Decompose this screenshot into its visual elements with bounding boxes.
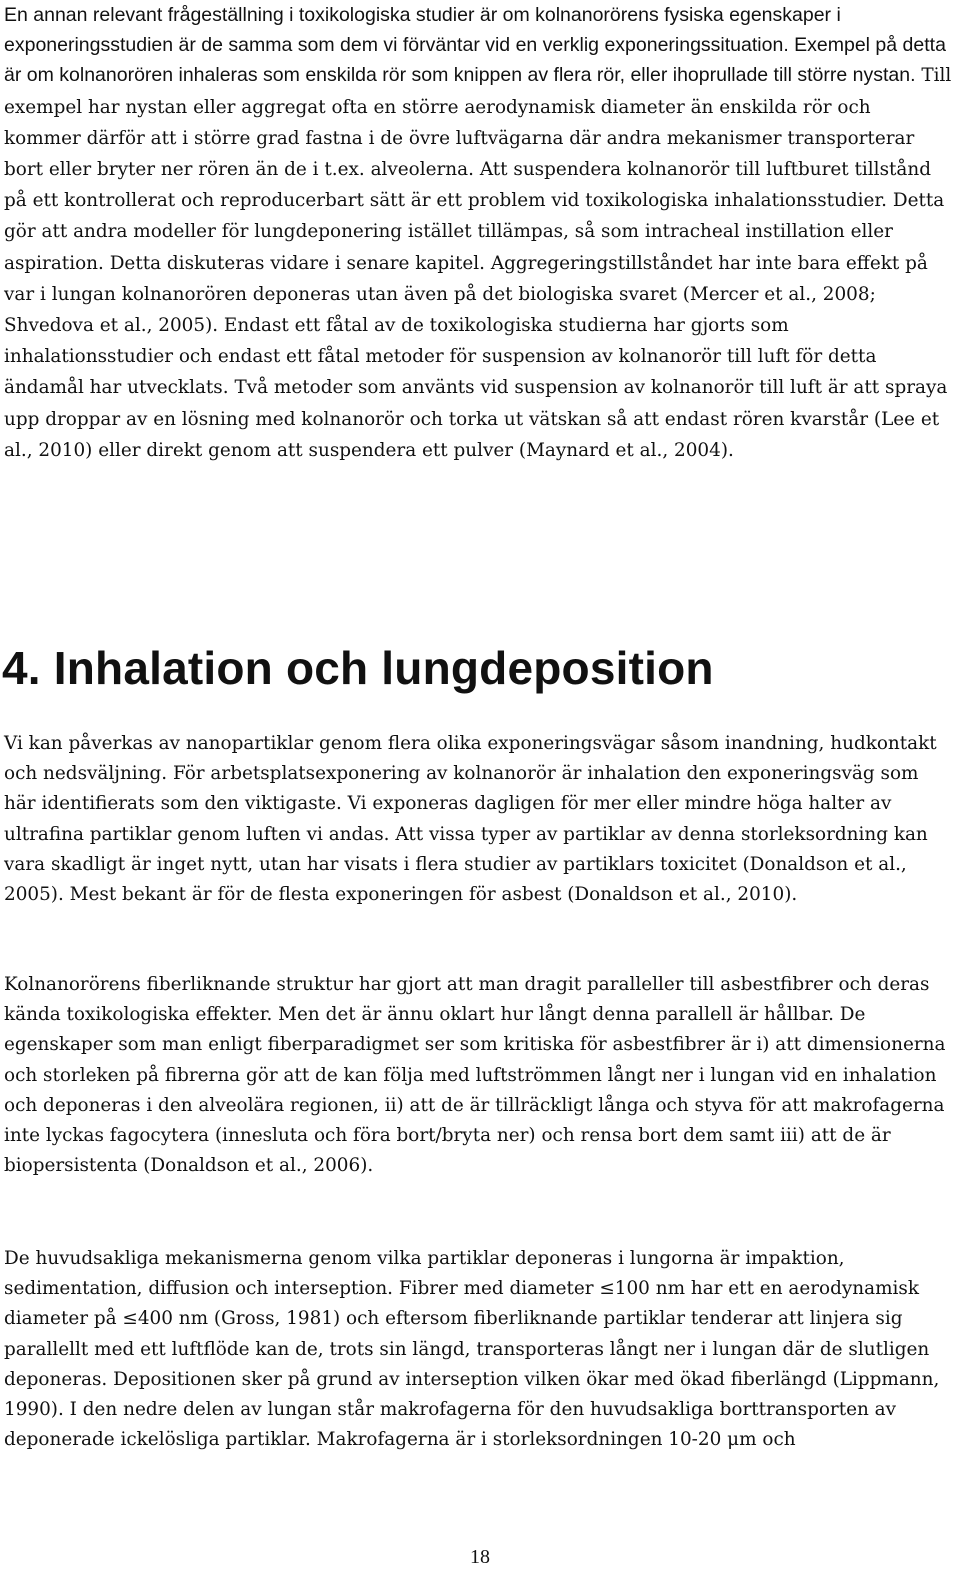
intro-paragraph-sans-part: En annan relevant frågeställning i toxikologiska studier är om kolnanorörens fysiska egenskaper i exponeringsstudien är de samma som dem vi förväntar vid en verklig exponeringssituation. Exempel på detta är om kolnanorören inhaleras som enskilda rör som knippen av flera rör, eller ihoprullade till större nystan. bbox=[4, 4, 946, 87]
paragraph-fiber-paradigm: Kolnanorörens fiberliknande struktur har gjort att man dragit paralleller till asbestfibrer och deras kända toxikologiska effekter. Men det är ännu oklart hur långt denna parallell är hållbar. De egenskaper som man enligt fiberparadigmet ser som kritiska för asbestfibrer är i) att dimensionerna och storleken på fibrerna gör att de kan följa med luftströmmen långt ner i lungan vid en inhalation och deponeras i den alveolära regionen, ii) att de är tillräckligt långa och styva för att makrofagerna inte lyckas fagocytera (innesluta och föra bort/bryta ner) och rensa bort dem samt iii) att de är biopersistenta (Donaldson et al., 2006). bbox=[4, 974, 946, 1177]
section-heading: 4. Inhalation och lungdeposition bbox=[2, 642, 714, 694]
intro-paragraph-serif-part: Till exempel har nystan eller aggregat ofta en större aerodynamisk diameter än enskilda rör och kommer därför att i större grad fastna i de övre luftvägarna där andra mekanismer transporterar bort eller bryter ner rören än de i t.ex. alveolerna. Att suspendera kolnanorör till luftburet tillstånd på ett kontrollerat och reproducerbart sätt är ett problem vid toxikologiska inhalationsstudier. Detta gör att andra modeller för lungdeponering istället tillämpas, så som intracheal instillation eller aspiration. Detta diskuteras vidare i senare kapitel. Aggregeringstillståndet har inte bara effekt på var i lungan kolnanorören deponeras utan även på det biologiska svaret (Mercer et al., 2008; Shvedova et al., 2005). Endast ett fåtal av de toxikologiska studierna har gjorts som inhalationsstudier och endast ett fåtal metoder för suspension av kolnanorör till luft för detta ändamål har utvecklats. Två metoder som använts vid suspension av kolnanorör till luft är att spraya upp droppar av en lösning med kolnanorör och torka ut vätskan så att endast rören kvarstår (Lee et al., 2010) eller direkt genom att suspendera ett pulver (Maynard et al., 2004). bbox=[4, 65, 952, 461]
page-number: 18 bbox=[470, 1546, 490, 1568]
intro-paragraph bbox=[4, 0, 952, 466]
paragraph-deposition-mechanisms: De huvudsakliga mekanismerna genom vilka partiklar deponeras i lungorna är impaktion, sedimentation, diffusion och interseption. Fibrer med diameter ≤100 nm har ett en aerodynamisk diameter på ≤400 nm (Gross, 1981) och eftersom fiberliknande partiklar tenderar att linjera sig parallellt med ett luftflöde kan de, trots sin längd, transporteras långt ner i lungan där de slutligen deponeras. Depositionen sker på grund av interseption vilken ökar med ökad fiberlängd (Lippmann, 1990). I den nedre delen av lungan står makrofagerna för den huvudsakliga borttransporten av deponerade ickelösliga partiklar. Makrofagerna är i storleksordningen 10-20 μm och bbox=[4, 1248, 940, 1451]
paragraph-exposure-routes: Vi kan påverkas av nanopartiklar genom flera olika exponeringsvägar såsom inandning, hudkontakt och nedsväljning. För arbetsplatsexponering av kolnanorör är inhalation den exponeringsväg som här identifierats som den viktigaste. Vi exponeras dagligen för mer eller mindre höga halter av ultrafina partiklar genom luften vi andas. Att vissa typer av partiklar av denna storleksordning kan vara skadligt är inget nytt, utan har visats i flera studier av partiklars toxicitet (Donaldson et al., 2005). Mest bekant är för de flesta exponeringen för asbest (Donaldson et al., 2010). bbox=[4, 733, 937, 906]
